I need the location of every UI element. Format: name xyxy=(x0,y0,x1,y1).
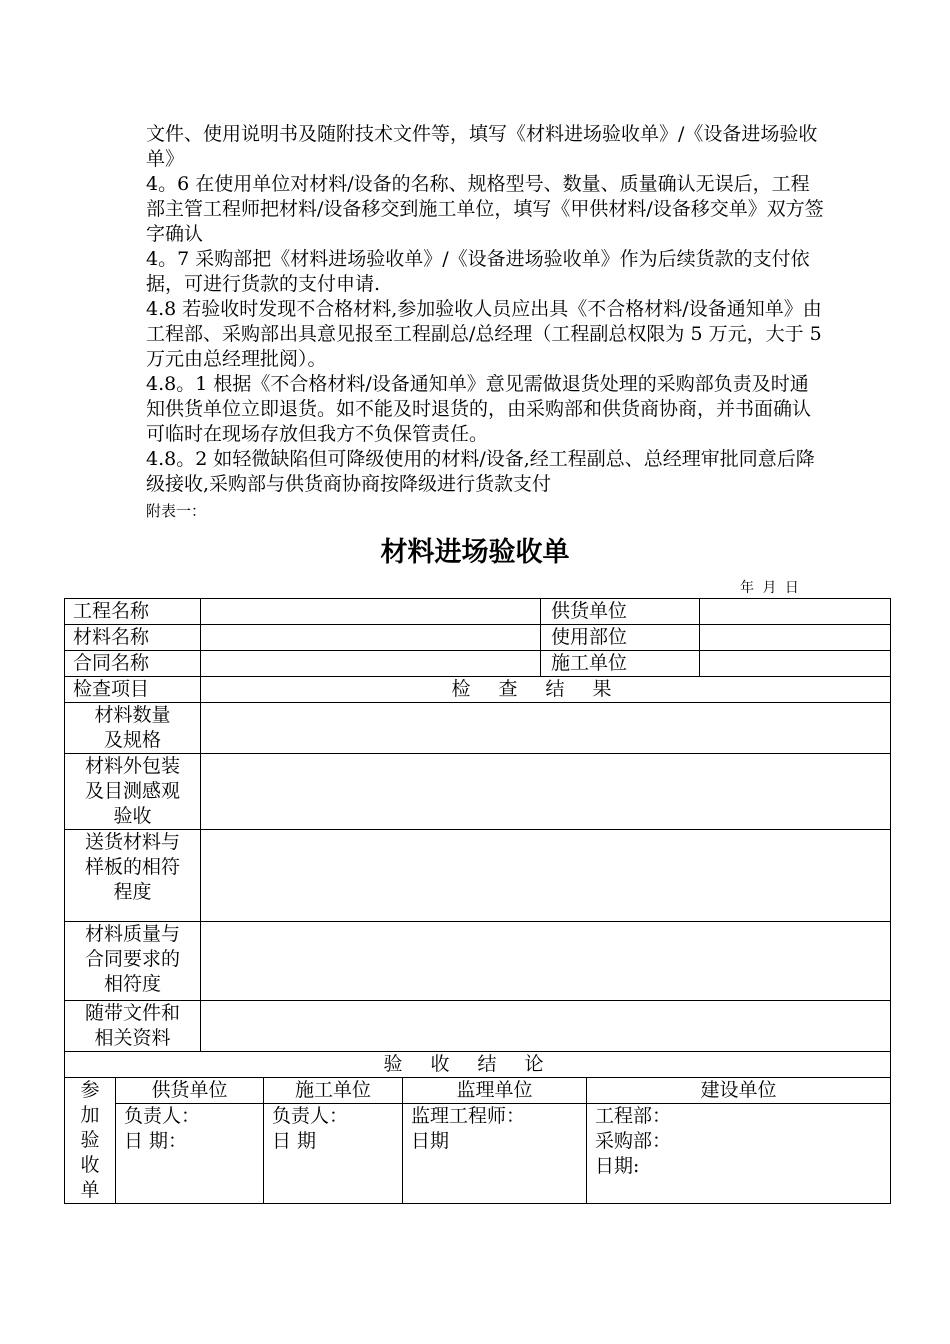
check-item-sample xyxy=(65,830,201,922)
intro-line: 文件、使用说明书及随附技术文件等，填写《材料进场验收单》/《设备进场验收单》 xyxy=(146,123,818,170)
using-dept-value[interactable] xyxy=(700,625,891,651)
check-result-header xyxy=(201,677,891,703)
conclusion-header xyxy=(65,1052,891,1078)
participants-char: 加 xyxy=(80,1104,100,1126)
using-dept-label: 使用部位 xyxy=(541,625,700,651)
item-line: 材料数量 xyxy=(94,704,171,726)
item-line: 合同要求的 xyxy=(85,948,181,970)
form-row xyxy=(65,1104,891,1204)
check-result-documents[interactable] xyxy=(201,1001,891,1052)
item-line: 程度 xyxy=(113,881,152,903)
signature-line: 负责人： xyxy=(124,1105,201,1128)
intro-line: 4.8 若验收时发现不合格材料,参加验收人员应出具《不合格材料/设备通知单》由工程部、采购部出具意见报至工程副总/总经理（工程副总权限为 5 万元，大于 5 万元由总经理批阅）。 xyxy=(146,298,822,370)
construction-unit-value[interactable] xyxy=(700,651,891,677)
project-name-value[interactable] xyxy=(201,599,541,625)
signature-line: 日 期 xyxy=(272,1130,317,1153)
participants-label xyxy=(65,1078,116,1204)
item-line: 验收 xyxy=(113,805,152,827)
col-supervision-header: 监理单位 xyxy=(403,1078,587,1104)
check-result-quality[interactable] xyxy=(201,922,891,1001)
form-row xyxy=(65,1052,891,1078)
date-label: 年 月 日 xyxy=(740,580,801,596)
col-builder-header: 建设单位 xyxy=(587,1078,891,1104)
builder-signature[interactable] xyxy=(587,1104,891,1204)
conclusion-text: 验收结论 xyxy=(383,1053,572,1075)
intro-line: 4。6 在使用单位对材料/设备的名称、规格型号、数量、质量确认无误后，工程部主管工程师把材料/设备移交到施工单位，填写《甲供材料/设备移交单》双方签字确认 xyxy=(146,173,824,245)
form-row xyxy=(65,651,891,677)
item-line: 材料质量与 xyxy=(85,923,181,945)
form-title: 材料进场验收单 xyxy=(380,537,570,568)
material-name-label: 材料名称 xyxy=(65,625,201,651)
form-row xyxy=(65,1001,891,1052)
check-item-documents xyxy=(65,1001,201,1052)
construction-signature[interactable] xyxy=(264,1104,403,1204)
supplier-signature[interactable] xyxy=(116,1104,264,1204)
item-line: 送货材料与 xyxy=(85,831,181,853)
intro-line: 4.8。2 如轻微缺陷但可降级使用的材料/设备,经工程副总、总经理审批同意后降级接收,采购部与供货商协商按降级进行货款支付 xyxy=(146,448,815,495)
intro-line: 4.8。1 根据《不合格材料/设备通知单》意见需做退货处理的采购部负责及时通知供货单位立即退货。如不能及时退货的，由采购部和供货商协商，并书面确认可临时在现场存放但我方不负保管责任。 xyxy=(146,373,812,445)
col-construction-header: 施工单位 xyxy=(264,1078,403,1104)
form-row xyxy=(65,830,891,922)
signature-line: 监理工程师： xyxy=(411,1105,526,1128)
col-supplier-header: 供货单位 xyxy=(116,1078,264,1104)
participants-char: 参 xyxy=(80,1079,100,1101)
check-result-sample[interactable] xyxy=(201,830,891,922)
item-line: 相关资料 xyxy=(94,1027,171,1049)
participants-char: 收 xyxy=(80,1154,100,1176)
form-row xyxy=(65,625,891,651)
participants-char: 单 xyxy=(80,1179,100,1201)
form-row xyxy=(65,599,891,625)
item-line: 材料外包装 xyxy=(85,755,181,777)
participants-char: 验 xyxy=(80,1129,100,1151)
acceptance-form xyxy=(64,598,891,1204)
supervision-signature[interactable] xyxy=(403,1104,587,1204)
intro-text xyxy=(146,122,826,497)
check-item-quality xyxy=(65,922,201,1001)
attachment-label: 附表一： xyxy=(146,502,207,520)
supplier-unit-label: 供货单位 xyxy=(541,599,700,625)
form-row xyxy=(65,1078,891,1104)
check-result-quantity[interactable] xyxy=(201,703,891,754)
item-line: 随带文件和 xyxy=(85,1002,181,1024)
contract-name-label: 合同名称 xyxy=(65,651,201,677)
material-name-value[interactable] xyxy=(201,625,541,651)
item-line: 相符度 xyxy=(104,973,162,995)
check-result-packaging[interactable] xyxy=(201,754,891,830)
signature-line: 日期: xyxy=(595,1155,640,1178)
signature-line: 负责人： xyxy=(272,1105,349,1128)
intro-line: 4。7 采购部把《材料进场验收单》/《设备进场验收单》作为后续货款的支付依据，可进行货款的支付申请. xyxy=(146,248,810,295)
item-line: 及规格 xyxy=(104,729,162,751)
signature-line: 日 期： xyxy=(124,1130,188,1153)
check-item-quantity xyxy=(65,703,201,754)
construction-unit-label: 施工单位 xyxy=(541,651,700,677)
signature-line: 采购部： xyxy=(595,1130,672,1153)
signature-line: 工程部： xyxy=(595,1105,672,1128)
item-line: 样板的相符 xyxy=(85,856,181,878)
item-line: 及目测感观 xyxy=(85,780,181,802)
check-item-header: 检查项目 xyxy=(65,677,201,703)
project-name-label: 工程名称 xyxy=(65,599,201,625)
form-row xyxy=(65,677,891,703)
form-row xyxy=(65,703,891,754)
supplier-unit-value[interactable] xyxy=(700,599,891,625)
form-row xyxy=(65,754,891,830)
form-row xyxy=(65,922,891,1001)
check-item-packaging xyxy=(65,754,201,830)
contract-name-value[interactable] xyxy=(201,651,541,677)
signature-line: 日期 xyxy=(411,1130,450,1153)
check-result-text: 检查结果 xyxy=(451,678,640,700)
